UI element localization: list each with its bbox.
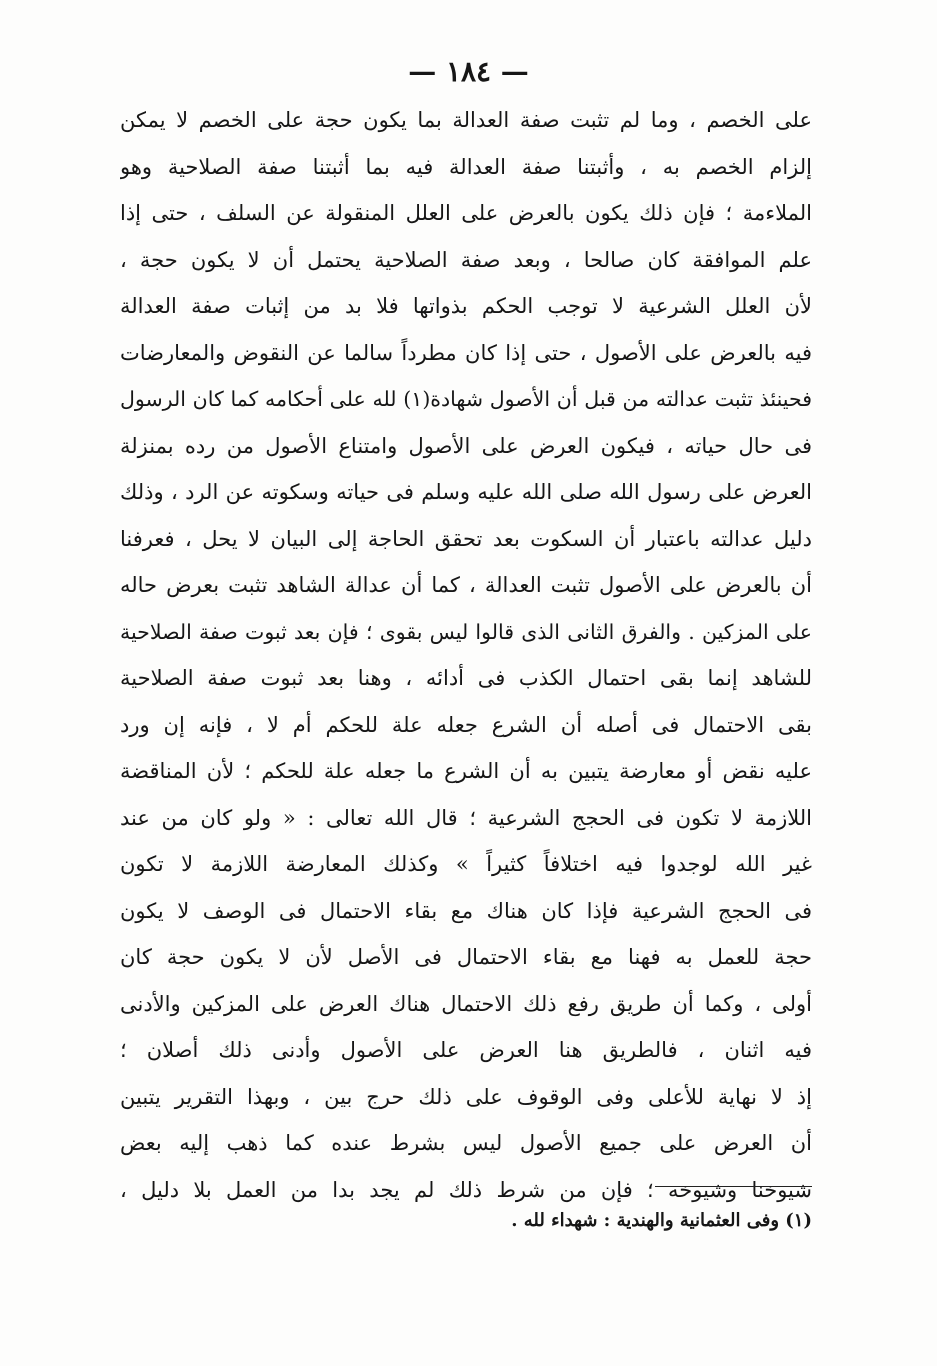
text-line: على الخصم ، وما لم تثبت صفة العدالة بما يكون حجة على الخصم لا يمكن <box>120 108 812 132</box>
text-line: فى حال حياته ، فيكون العرض على الأصول وامتناع الأصول من رده بمنزلة <box>120 433 812 458</box>
text-line: إذ لا نهاية للأعلى وفى الوقوف على ذلك حرج بين ، وبهذا التقرير يتبين <box>120 1084 812 1109</box>
text-line: لأن العلل الشرعية لا توجب الحكم بذواتها فلا بد من إثبات صفة العدالة <box>120 294 812 318</box>
text-line: فحينئذ تثبت عدالته من قبل أن الأصول شهادة(١) لله على أحكامه كما كان الرسول <box>120 387 812 411</box>
text-line: فيه بالعرض على الأصول ، حتى إذا كان مطرداً سالما عن النقوض والمعارضات <box>120 340 812 365</box>
footnote: (١) وفى العثمانية والهندية : شهداء لله . <box>511 1210 812 1231</box>
text-line: فى الحجج الشرعية فإذا كان هناك مع بقاء الاحتمال فى الوصف لا يكون <box>120 898 812 923</box>
text-line: إلزام الخصم به ، وأثبتنا صفة العدالة فيه بما أثبتنا صفة الصلاحية وهو <box>120 154 812 179</box>
text-line: اللازمة لا تكون فى الحجج الشرعية ؛ قال الله تعالى : « ولو كان من عند <box>120 805 812 830</box>
text-line: علم الموافقة كان صالحا ، وبعد صفة الصلاحية يحتمل أن لا يكون حجة ، <box>120 247 812 272</box>
text-line: على المزكين . والفرق الثانى الذى قالوا ليس بقوى ؛ فإن بعد ثبوت صفة الصلاحية <box>120 619 812 644</box>
text-line: العرض على رسول الله صلى الله عليه وسلم فى حياته وسكوته عن الرد ، وذلك <box>120 480 812 504</box>
text-line: أن العرض على جميع الأصول ليس بشرط عنده كما ذهب إليه بعض <box>120 1131 812 1155</box>
text-line: غير الله لوجدوا فيه اختلافاً كثيراً » وكذلك المعارضة اللازمة لا تكون <box>120 852 812 876</box>
text-line: الملاءمة ؛ فإن ذلك يكون بالعرض على العلل المنقولة عن السلف ، حتى إذا <box>120 201 812 225</box>
text-line: بقى الاحتمال فى أصله أن الشرع جعله علة للحكم أم لا ، فإنه إن ورد <box>120 712 812 737</box>
text-line: شيوخنا وشيوخه ؛ فإن من شرط ذلك لم يجد بدا من العمل بلا دليل ، <box>120 1177 812 1202</box>
text-line: حجة للعمل به فهنا مع بقاء الاحتمال فى الأصل لأن لا يكون حجة كان <box>120 945 812 969</box>
text-line: أن بالعرض على الأصول تثبت العدالة ، كما أن عدالة الشاهد تثبت بعرض حاله <box>120 573 812 597</box>
text-line: دليل عدالته باعتبار أن السكوت بعد تحقق الحاجة إلى البيان لا يحل ، فعرفنا <box>120 526 812 551</box>
page-number: — ١٨٤ — <box>408 55 529 88</box>
text-line: عليه نقض أو معارضة يتبين به أن الشرع ما جعله علة للحكم ؛ لأن المناقضة <box>120 759 812 783</box>
footnote-divider <box>655 1186 812 1187</box>
text-line: أولى ، وكما أن طريق رفع ذلك الاحتمال هناك العرض على المزكين والأدنى <box>120 991 812 1016</box>
text-line: للشاهد إنما بقى احتمال الكذب فى أدائه ، وهنا بعد ثبوت صفة الصلاحية <box>120 666 812 690</box>
body-text <box>120 97 812 1213</box>
text-line: فيه اثنان ، فالطريق هنا العرض على الأصول وأدنى ذلك أصلان ؛ <box>120 1038 812 1062</box>
